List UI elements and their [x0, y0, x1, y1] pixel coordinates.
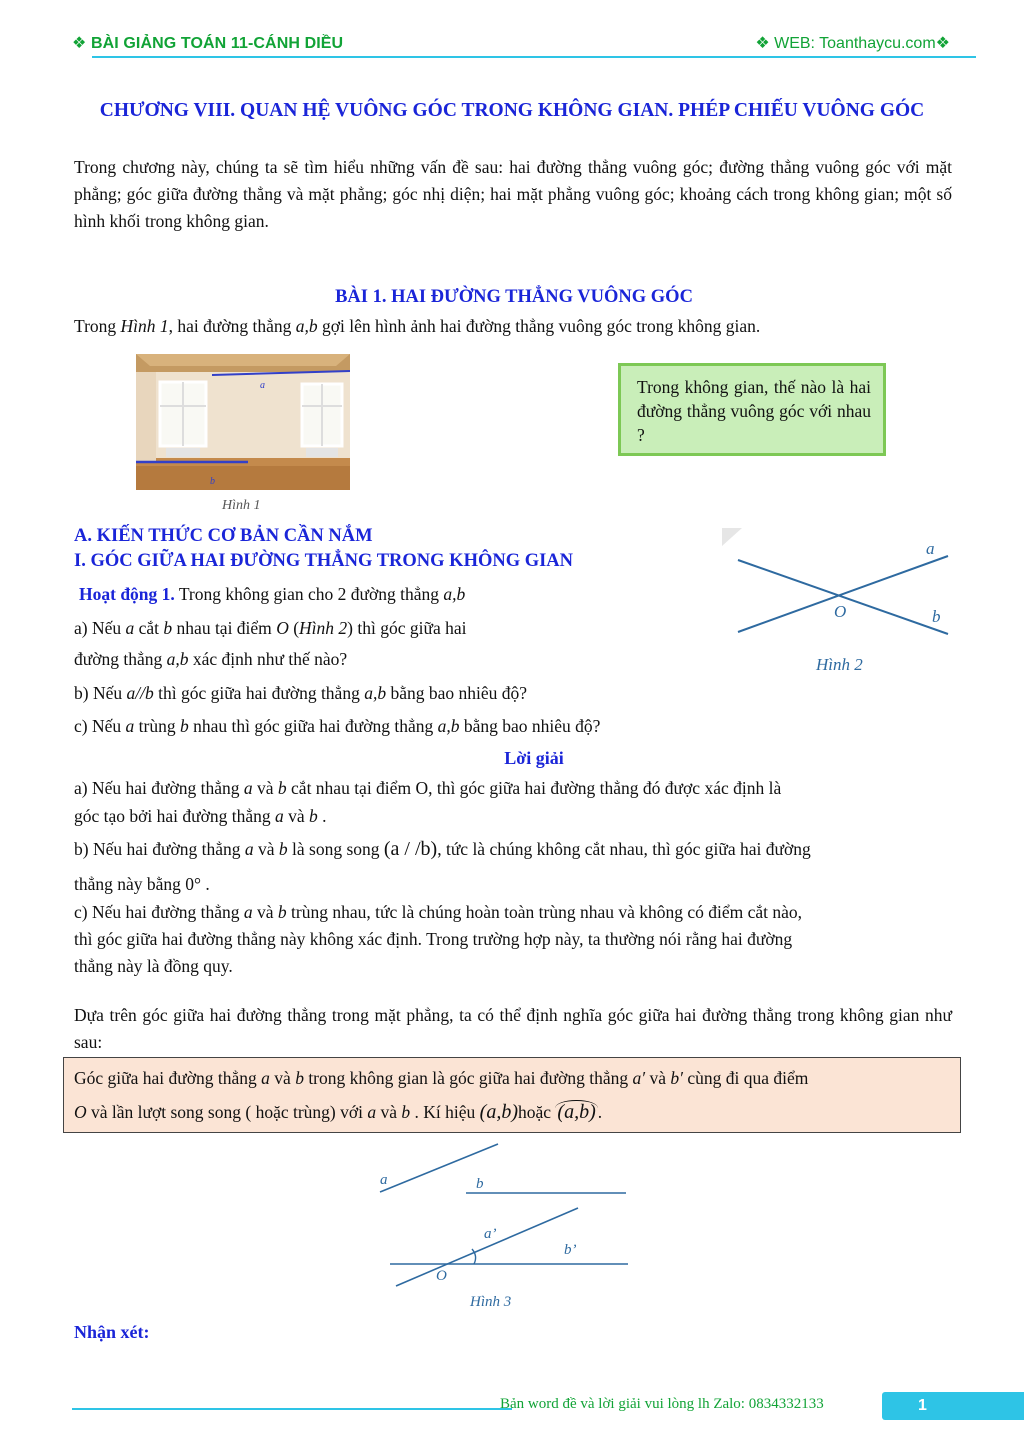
lesson-intro: Trong Hình 1, hai đường thẳng a,b gợi lên hình ảnh hai đường thẳng vuông góc trong không gian.	[74, 316, 761, 336]
question-b: b) Nếu a//b thì góc giữa hai đường thẳng a,b bằng bao nhiêu độ?	[74, 683, 528, 703]
definition-line2: O và lần lượt song song ( hoặc trùng) với a và b . Kí hiệu (a,b)hoặc (a,b) .	[74, 1101, 603, 1123]
solution-c-line2: thì góc giữa hai đường thẳng này không xác định. Trong trường hợp này, ta thường nói rằng hai đường	[74, 929, 793, 949]
chapter-title: CHƯƠNG VIII. QUAN HỆ VUÔNG GÓC TRONG KHÔNG GIAN. PHÉP CHIẾU VUÔNG GÓC	[99, 100, 925, 121]
header-title: ❖ BÀI GIẢNG TOÁN 11-CÁNH DIỀU	[72, 35, 344, 52]
activity-intro: Hoạt động 1. Trong không gian cho 2 đường thẳng a,b	[79, 584, 466, 604]
solution-b-line2: thẳng này bằng 0° .	[74, 874, 210, 894]
figure2-label-o: O	[834, 602, 847, 621]
question-c: c) Nếu a trùng b nhau thì góc giữa hai đường thẳng a,b bằng bao nhiêu độ?	[74, 716, 601, 736]
remark-heading: Nhận xét:	[74, 1322, 150, 1342]
figure3-diagram	[370, 1140, 640, 1320]
solution-a-line2: góc tạo bởi hai đường thẳng a và b .	[74, 806, 327, 826]
section-a-heading: A. KIẾN THỨC CƠ BẢN CẦN NẮM	[74, 526, 373, 546]
page-number: 1	[882, 1392, 1024, 1420]
section-i-heading: I. GÓC GIỮA HAI ĐƯỜNG THẲNG TRONG KHÔNG GIAN	[74, 551, 574, 571]
footer-divider	[72, 1408, 512, 1410]
footer-contact: Bản word đề và lời giải vui lòng lh Zalo: 0834332133	[500, 1396, 824, 1412]
figure3-label-b: b	[476, 1176, 484, 1192]
figure2-caption: Hình 2	[816, 655, 863, 674]
chapter-intro: Trong chương này, chúng ta sẽ tìm hiểu những vấn đề sau: hai đường thẳng vuông góc; đường thẳng vuông góc với mặt phẳng; góc giữa đường thẳng và mặt phẳng; góc nhị diện; hai mặt phẳng vuông góc; khoảng cách trong không gian; một số hình khối trong không gian.	[74, 157, 952, 231]
room-photo	[136, 354, 350, 490]
figure3-label-b-prime: b’	[564, 1242, 577, 1258]
definition-line1: Góc giữa hai đường thẳng a và b trong không gian là góc giữa hai đường thẳng a′ và b′ cùng đi qua điểm	[74, 1068, 809, 1088]
lesson-title: BÀI 1. HAI ĐƯỜNG THẲNG VUÔNG GÓC	[335, 287, 693, 307]
solution-c-line3: thẳng này là đồng quy.	[74, 956, 233, 976]
angle-notation: (a,b)	[479, 1101, 518, 1123]
figure2-label-b: b	[932, 607, 941, 626]
transition-paragraph: Dựa trên góc giữa hai đường thẳng trong mặt phẳng, ta có thể định nghĩa góc giữa hai đường thẳng trong không gian như sau:	[74, 1005, 952, 1052]
solution-a-line1: a) Nếu hai đường thẳng a và b cắt nhau tại điểm O, thì góc giữa hai đường thẳng đó được xác định là	[74, 778, 782, 798]
header-website[interactable]: ❖ WEB: Toanthaycu.com❖	[755, 35, 950, 52]
figure3-label-a-prime: a’	[484, 1226, 497, 1242]
figure1-label-a: a	[260, 380, 265, 391]
figure3-caption: Hình 3	[470, 1294, 512, 1310]
question-a-line1: a) Nếu a cắt b nhau tại điểm O (Hình 2) thì góc giữa hai	[74, 618, 467, 638]
figure3-label-a: a	[380, 1172, 388, 1188]
figure3-label-o: O	[436, 1268, 447, 1284]
solution-c-line1: c) Nếu hai đường thẳng a và b trùng nhau, tức là chúng hoàn toàn trùng nhau và không có điểm cắt nào,	[74, 902, 803, 922]
figure1-label-b: b	[210, 476, 215, 487]
question-box: Trong không gian, thế nào là hai đường thẳng vuông góc với nhau ?	[618, 363, 886, 456]
definition-box	[63, 1057, 961, 1133]
solution-title: Lời giải	[504, 748, 564, 768]
solution-b-line1: b) Nếu hai đường thẳng a và b là song song (a / /b), tức là chúng không cắt nhau, thì góc giữa hai đường	[74, 838, 811, 860]
angle-notation-hat: (a,b)	[557, 1101, 596, 1123]
header-divider	[92, 56, 976, 58]
question-a-line2: đường thẳng a,b xác định như thế nào?	[74, 649, 348, 669]
figure1-caption: Hình 1	[222, 498, 261, 513]
figure2-label-a: a	[926, 539, 935, 558]
